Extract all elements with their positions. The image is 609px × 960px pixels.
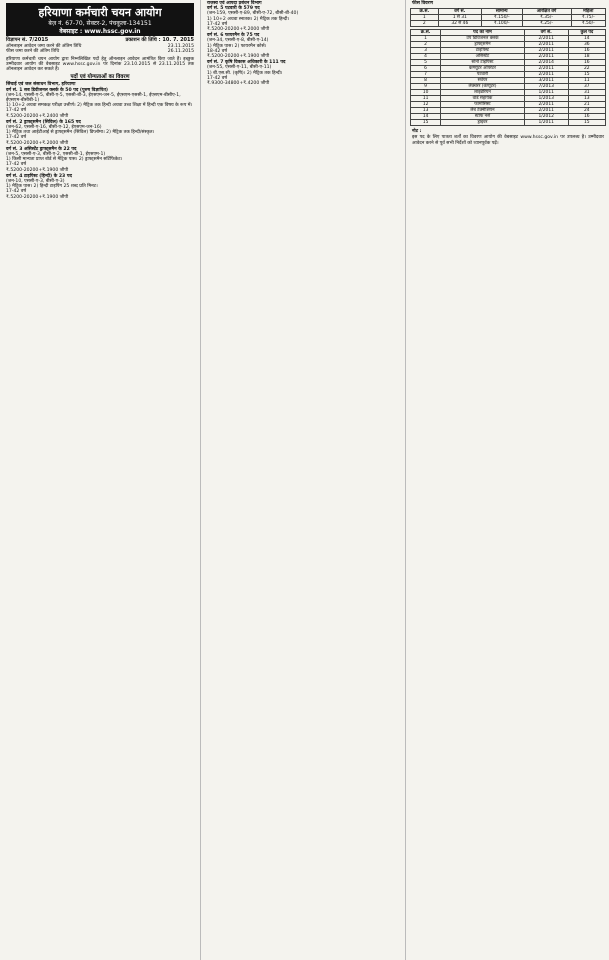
masthead [6,3,194,36]
posts-table-body [411,36,606,126]
table-cell: उप डिविजनल क्लर्क [441,36,525,42]
commission-address: बेज़ नं. 67-70, सेक्टर-2, पंचकूला-134151 [48,20,152,27]
table-cell: असिस्टेंट [441,54,525,60]
date-row: फीस जमा करने की अंतिम तिथि 26.11.2015 [6,49,194,55]
table-cell: 14 [411,114,441,120]
table-cell: 8 [411,78,441,84]
table-cell: लैब टेक्नीशियन [441,108,525,114]
table-cell: 2/2014 [524,60,568,66]
table-cell: 2/2011 [524,66,568,72]
table-cell: स्टाफ नर्स [441,114,525,120]
posts-table: क्र.सं. पद का नाम वर्ग सं. कुल पद 1 उप डिविजनल क्लर्क 2/2011 14 2 ड्राफ्ट्समैन 2/2011 36 3 टाइपिस्ट 2/2011 16 4 असिस्टेंट 2/2011 18 5 स्टेनो टाइपिस्ट 2/2014 16 6 कम्प्यूटर ऑपरेटर 2/2011 22 7 पटवारी 2/2011 15 8 सर्वेयर 3/2011 11 9 लेक्चरर (कंप्यूटर) 7/2013 37 10 लाइब्रेरियन 1/2011 31 11 वार्ड सहायक 1/2013 13 12 फार्मासिस्ट 2/2011 21 13 लैब टेक्नीशियन 2/2011 24 14 स्टाफ नर्स 1/2012 16 15 ड्राइवर 1/2011 15 [410,29,606,126]
table-cell: 16 [568,48,605,54]
advertisement-number: विज्ञापन सं. 7/2015 [6,37,49,43]
date-row: ऑनलाइन आवेदन जमा करने की अंतिम तिथि 23.11.2015 [6,44,194,50]
table-cell: 2/2011 [524,102,568,108]
table-cell: 31 [568,90,605,96]
table-cell: 24 [568,108,605,114]
table-cell: 36 [568,42,605,48]
table-cell: 7/2013 [524,84,568,90]
department-heading: सिंचाई एवं जल संसाधन विभाग, हरियाणा [6,82,76,88]
table-cell: 2/2011 [524,48,568,54]
table-cell: पटवारी [441,72,525,78]
post-block: वर्ग सं. 5 पटवारी के 579 पद (जन-159, एससी-ए-89, बीसी-ए-72, बीसी-बी-40) 1) 10+2 अथवा स्नातक। 2) मैट्रिक तक हिन्दी। 17-42 वर्ष ₹.5200-20200+₹.2000 जीपी [207,6,299,33]
post-block: वर्ग सं. 2 ड्राफ्ट्समैन (सिविल) के 165 पद (जन-62, एससी-ए-16, बीसी-ए-12, ईएसएम-जन-16) 1) मैट्रिक तथा आईटीआई से ड्राफ्ट्समैन (सिविल) डिप्लोमा। 2) मैट्रिक तक हिन्दी/संस्कृत। 17-42 वर्ष ₹.5200-20200+₹.2000 जीपी [6,119,155,146]
post-block: वर्ग सं. 4 टाइपिस्ट (हिन्दी) के 23 पद (जन-10, एससी-ए-3, बीसी-ए-3) 1) मैट्रिक पास। 2) हिन्दी टाइपिंग 25 शब्द प्रति मिनट। 17-42 वर्ष ₹.5200-20200+₹.1900 जीपी [6,173,98,200]
table-cell: 12 [411,102,441,108]
commission-website[interactable]: वेबसाइट : www.hssc.gov.in [59,28,141,35]
post-block: वर्ग सं. 3 असिस्टेंट ड्राफ्ट्समैन के 22 पद (जन-5, एससी-ए-3, बीसी-ए-2, एससी-बी-1, ईएसएम-1) 1) किसी मान्यता प्राप्त बोर्ड से मैट्रिक पास। 2) ड्राफ्ट्समैन सर्टिफिकेट। 17-42 वर्ष ₹.5200-20200+₹.1900 जीपी [6,146,123,173]
table-cell: ड्राइवर [441,120,525,126]
section-title: पदों एवं योग्यताओं का विवरण [70,74,130,81]
table-cell: 11 [568,78,605,84]
table-cell: 2/2011 [524,108,568,114]
post-block: वर्ग सं. 7 कृषि विकास अधिकारी के 111 पद (जन-55, एससी-ए-11, बीसी-ए-11) 1) बी.एस.सी. (कृषि)। 2) मैट्रिक तक हिन्दी। 17-42 वर्ष ₹.9300-34800+₹.4200 जीपी [207,60,286,87]
table-cell: 18 [568,54,605,60]
column-left [0,0,200,960]
table-cell: फार्मासिस्ट [441,102,525,108]
intro-paragraph: हरियाणा कर्मचारी चयन आयोग द्वारा निम्नलिखित पदों हेतु ऑनलाइन आवेदन आमंत्रित किए जाते हैं। इच्छुक उम्मीदवार आयोग की वेबसाइट www.hssc.gov.in पर दिनांक 23.10.2015 से 23.11.2015 तक ऑनलाइन आवेदन कर सकते हैं। [6,56,194,73]
table-cell: सर्वेयर [441,78,525,84]
table-cell: 2 [411,42,441,48]
table-cell: 14 [568,36,605,42]
table-cell: 13 [411,108,441,114]
post-block: वर्ग सं. 6 फायरमैन के 75 पद (जन-34, एससी-ए-8, बीसी-ए-14) 1) मैट्रिक पास। 2) फायरमैन कोर्स। 18-42 वर्ष ₹.5200-20200+₹.1900 जीपी [207,33,270,60]
table-cell: कम्प्यूटर ऑपरेटर [441,66,525,72]
table-cell: टाइपिस्ट [441,48,525,54]
table-cell: 21 [568,102,605,108]
table-cell: 2/2011 [524,72,568,78]
table-cell: 37 [568,84,605,90]
department-heading: राजस्व एवं आपदा प्रबंधन विभाग [207,1,262,6]
commission-title: हरियाणा कर्मचारी चयन आयोग [38,6,162,19]
table-cell: 2/2011 [524,42,568,48]
table-cell: 2/2011 [524,54,568,60]
table-cell: 16 [568,60,605,66]
table-cell: 15 [568,72,605,78]
table-cell: 5 [411,60,441,66]
table-cell: 11 [411,96,441,102]
table-cell: वार्ड सहायक [441,96,525,102]
important-dates [0,43,200,55]
table-cell: 9 [411,84,441,90]
advertisement-meta [0,36,200,43]
table-cell: लेक्चरर (कंप्यूटर) [441,84,525,90]
table-cell: 15 [568,120,605,126]
table-cell: 3/2011 [524,78,568,84]
table-cell: ड्राफ्ट्समैन [441,42,525,48]
table-cell: 15 [411,120,441,126]
table-cell: लाइब्रेरियन [441,90,525,96]
table-cell: 1/2011 [524,120,568,126]
table-cell: 1 [411,36,441,42]
publish-date-label: प्रकाशन की तिथि : [125,37,161,43]
table-cell: 6 [411,66,441,72]
fee-table: क्र.सं. वर्ग सं. सामान्य आरक्षित वर्ग महिला 1 1 से 31 ₹.150/- ₹.35/- ₹.75/- 2 32 से 46 ₹.100/- ₹.25/- ₹.50/- [410,8,606,27]
column-right [405,0,609,960]
column-middle [200,0,406,960]
table-cell: 3 [411,48,441,54]
publish-date: 10. 7. 2015 [162,37,194,43]
table-row: 2 32 से 46 ₹.100/- ₹.25/- ₹.50/- [411,21,606,27]
table-cell: 10 [411,90,441,96]
fee-table-title: फीस विवरण [412,1,433,6]
table-cell: 1/2012 [524,114,568,120]
table-row [411,120,606,126]
note-paragraph: इस पद के लिए पात्रता शर्तों का विवरण आयोग की वेबसाइट www.hssc.gov.in पर उपलब्ध है। उम्मीदवार आवेदन करने से पूर्व सभी निर्देशों को ध्यानपूर्वक पढ़ें। [412,135,604,146]
post-block: वर्ग सं. 1 सब डिवीजनल क्लर्क के 50 पद (पुरुष विज्ञापित) (जन-14, एससी-ए-5, बीसी-ए-5, एससी-बी-3, ईएसएम-जन-5, ईएसएम-एससी-1, ईएसएम-बीसीए-1, ईएसएम-बीसीबी-1) 1) 10+2 अथवा समकक्ष परीक्षा उत्तीर्ण। 2) मैट्रिक तक हिन्दी अथवा उच्च शिक्षा में हिन्दी एक विषय के रूप में। 17-42 वर्ष ₹.5200-20200+₹.2400 जीपी [6,87,193,119]
table-cell: 13 [568,96,605,102]
table-row: 1 1 से 31 ₹.150/- ₹.35/- ₹.75/- [411,15,606,21]
table-cell: 1/2011 [524,90,568,96]
table-cell: 2/2011 [524,36,568,42]
table-cell: 16 [568,114,605,120]
table-cell: 1/2013 [524,96,568,102]
table-cell: स्टेनो टाइपिस्ट [441,60,525,66]
table-cell: 4 [411,54,441,60]
table-cell: 22 [568,66,605,72]
notes-title: नोट : [412,129,422,135]
table-cell: 7 [411,72,441,78]
